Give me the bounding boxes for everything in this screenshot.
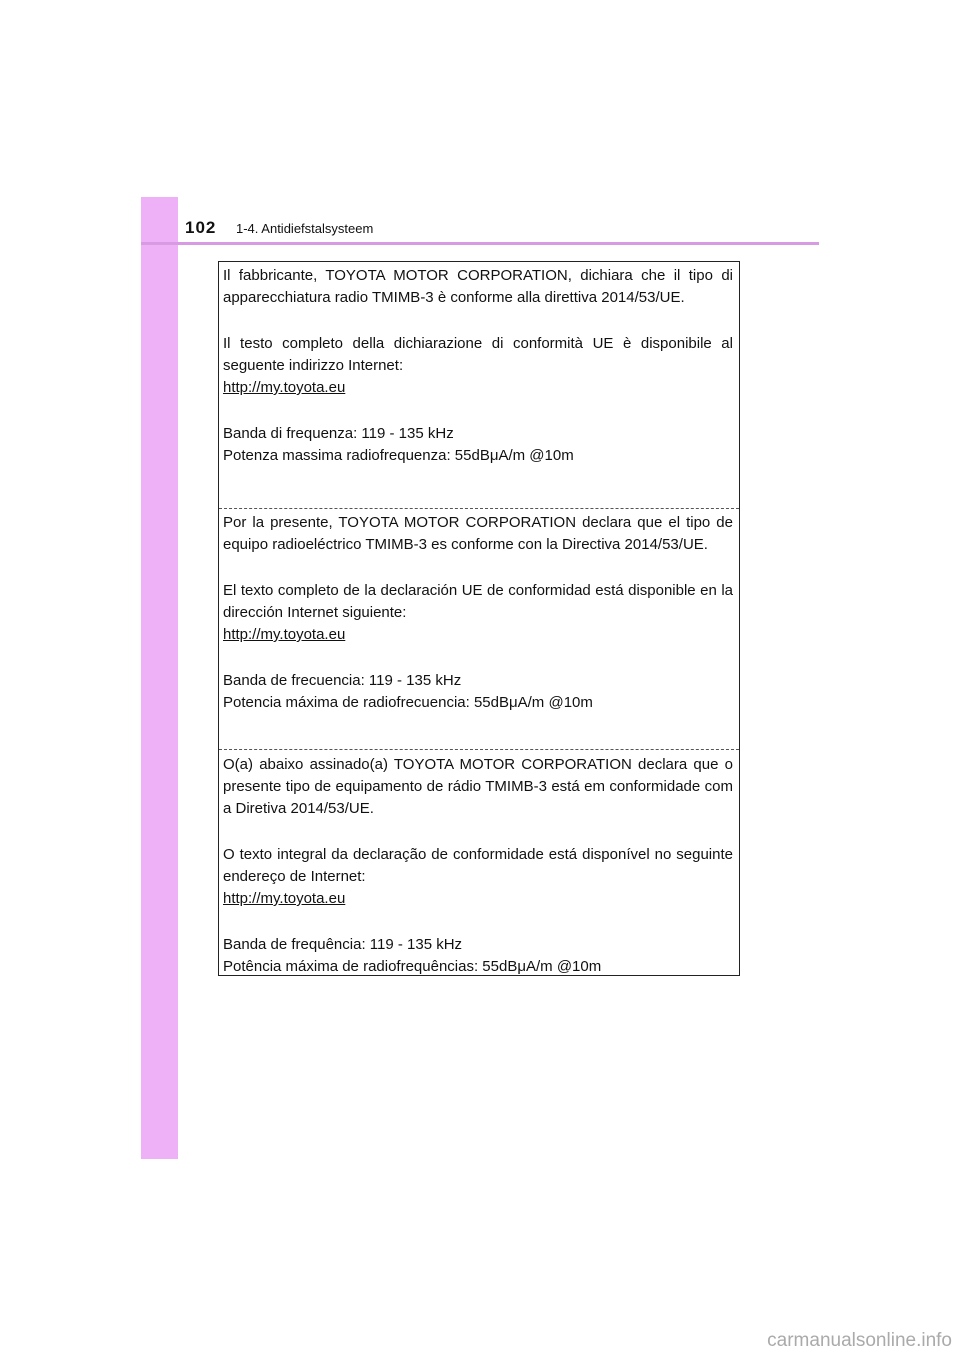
declaration-text: O(a) abaixo assinado(a) TOYOTA MOTOR CORPORATION declara que o presente tipo de equipamento de rádio TMIMB-3 está em conformidade com a Diretiva 2014/53/UE. — [223, 756, 733, 817]
declaration-box — [218, 261, 740, 976]
declaration-link[interactable]: http://my.toyota.eu — [223, 379, 346, 396]
availability-text: El texto completo de la declaración UE de conformidad está disponible en la dirección Internet siguiente: — [223, 582, 733, 621]
declaration-section-spanish — [219, 512, 739, 714]
side-tab-marker — [141, 197, 178, 1159]
watermark-logo: carmanualsonline.info — [767, 1330, 952, 1351]
declaration-text: Por la presente, TOYOTA MOTOR CORPORATION declara que el tipo de equipo radioeléctrico TMIMB-3 es conforme con la Directiva 2014/53/UE. — [223, 514, 733, 553]
section-divider — [219, 749, 739, 750]
frequency-text: Banda de frequência: 119 - 135 kHz — [223, 936, 463, 953]
declaration-link[interactable]: http://my.toyota.eu — [223, 626, 346, 643]
frequency-text: Banda di frequenza: 119 - 135 kHz — [223, 425, 454, 442]
declaration-section-portuguese — [219, 754, 739, 978]
section-title: 1-4. Antidiefstalsysteem — [236, 221, 374, 236]
power-text: Potenza massima radiofrequenza: 55dBμA/m @10m — [223, 447, 574, 464]
power-text: Potencia máxima de radiofrecuencia: 55dBμA/m @10m — [223, 694, 593, 711]
declaration-text: Il fabbricante, TOYOTA MOTOR CORPORATION, dichiara che il tipo di apparecchiatura radio TMIMB-3 è conforme alla direttiva 2014/53/UE. — [223, 267, 733, 306]
declaration-link[interactable]: http://my.toyota.eu — [223, 890, 346, 907]
availability-text: O texto integral da declaração de conformidade está disponível no seguinte endereço de Internet: — [223, 846, 733, 885]
section-divider — [219, 508, 739, 509]
declaration-section-italian — [219, 265, 739, 467]
availability-text: Il testo completo della dichiarazione di conformità UE è disponibile al seguente indirizzo Internet: — [223, 335, 733, 374]
power-text: Potência máxima de radiofrequências: 55dBμA/m @10m — [223, 958, 602, 975]
header-rule — [141, 242, 819, 245]
page-number: 102 — [185, 218, 217, 237]
frequency-text: Banda de frecuencia: 119 - 135 kHz — [223, 672, 462, 689]
